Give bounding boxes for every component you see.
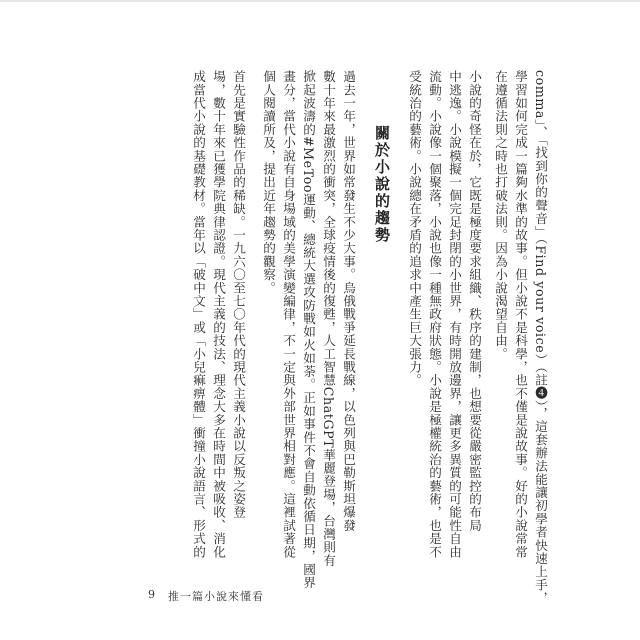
- text-column: 流動。小說像一個聚落，小說也像一種無政府狀態。小說是極權統治的藝術，也是不: [427, 70, 442, 559]
- text-column: 畫分，當代小說有自身場域的美學演變編律，不一定與外部世界相對應。這裡試著從: [281, 70, 296, 559]
- text-column: 掀起波濤的#MeToo運動、總統大選攻防戰如火如荼。正如事件不會自動依循日期，國界: [301, 70, 316, 590]
- running-title: 推一篇小說來懂看: [168, 590, 264, 603]
- top-border: [0, 0, 640, 2]
- section-heading: 關於小說的趨勢: [373, 125, 391, 244]
- text-column: comma」、「找到你的聲音」（Find your voice）（註❹），這套辦法能讓初學者快速上手，: [533, 70, 548, 605]
- text-column: 在遵循法則之時也打破法則。因為小說渴望自由。: [493, 70, 508, 361]
- text-column: 成當代小說的基礎教材。當年以「破中文」或「小兒痲痹體」衝撞小說語言、形式的: [191, 70, 206, 559]
- text-column: 中逃逸。小說模擬一個完足封閉的小世界，有時開放邊界，讓更多異質的可能性自由: [447, 70, 462, 559]
- text-column: 場，數十年來已獲學院典律認證。現代主義的技法、理念大多在時間中被吸收、消化: [211, 70, 226, 559]
- text-column: 首先是實驗性作品的稀缺。一九六〇至七〇年代的現代主義小說以反叛之姿登: [231, 70, 246, 519]
- text-column: 數十年來最激烈的衝突，全球疫情後的復甦，人工智慧ChatGPT華麗登場，台灣則有: [321, 70, 336, 568]
- text-column: 過去一年，世界如常發生不少大事。烏俄戰爭延長戰線，以色列與巴勒斯坦爆發: [341, 70, 356, 532]
- page-number: 9: [148, 588, 155, 601]
- text-column: 學習如何完成一篇夠水準的故事。但小說不是科學，也不僅是說故事。好的小說常常: [513, 70, 528, 559]
- text-column: 小說的奇怪在於，它既是極度要求組織、秩序的建制，也想要從嚴密監控的布局: [467, 70, 482, 532]
- text-column: 受統治的藝術。小說總在矛盾的追求中產生巨大張力。: [407, 70, 422, 387]
- text-column: 個人閱讀所及，提出近年趨勢的觀察。: [261, 70, 276, 295]
